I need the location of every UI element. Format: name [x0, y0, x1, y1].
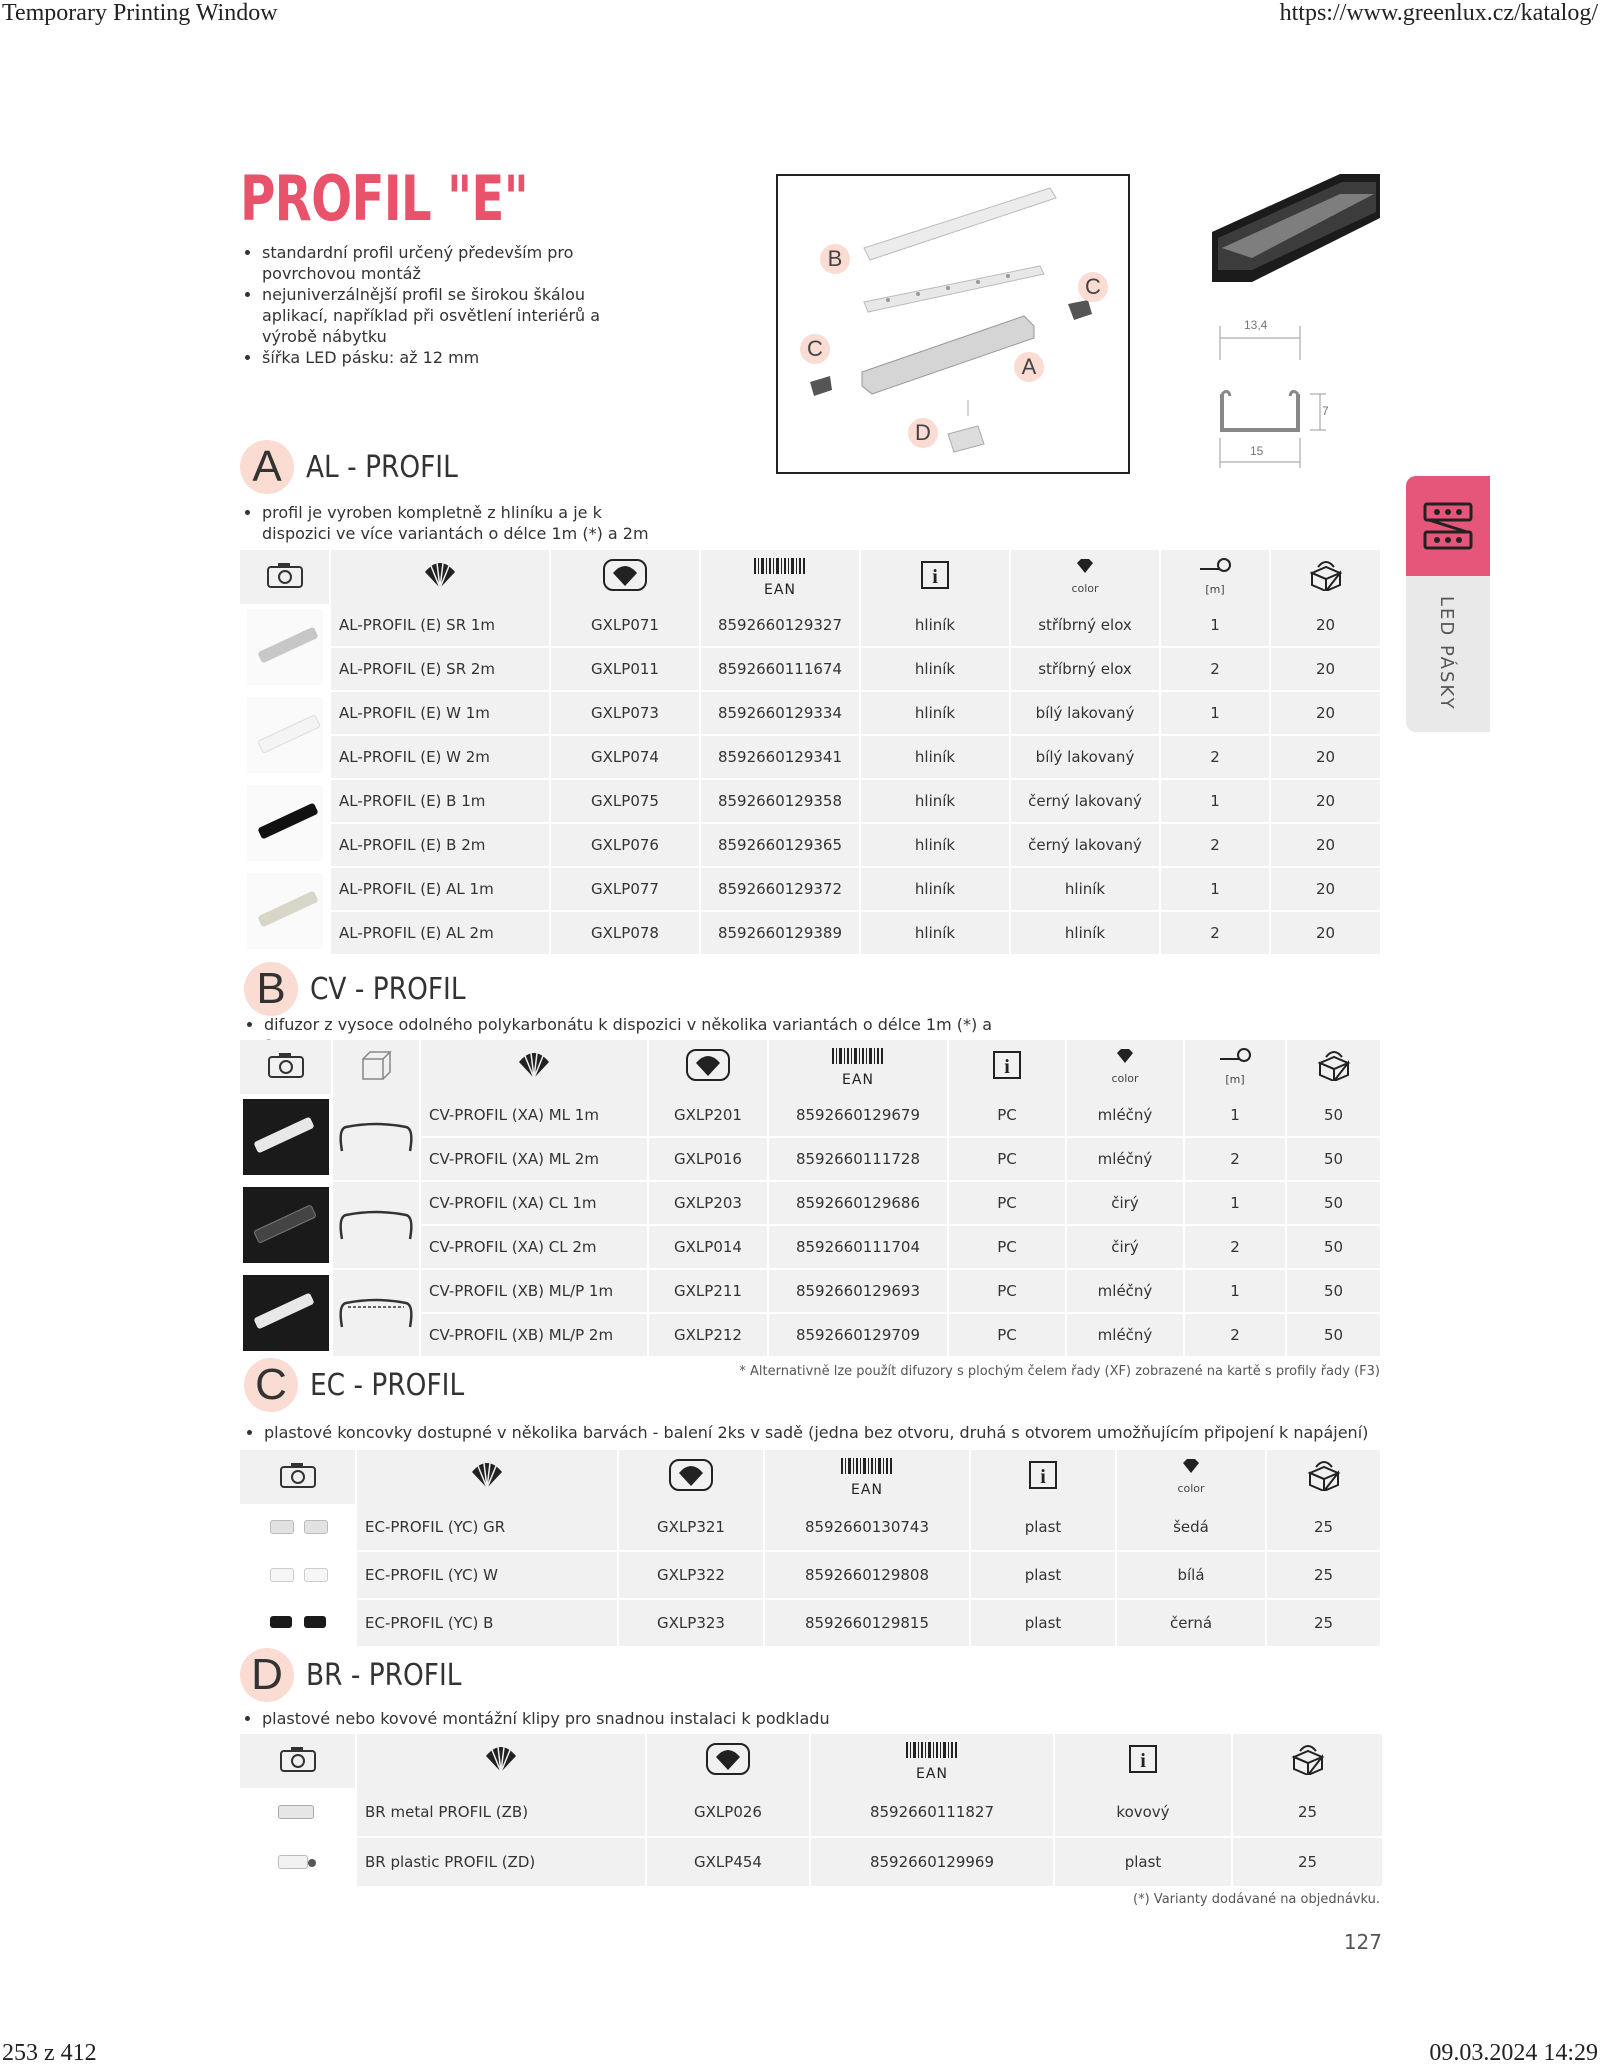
ean-label: EAN: [916, 1766, 948, 1782]
product-name: AL-PROFIL (E) AL 1m: [330, 867, 550, 911]
name-header: [356, 1450, 618, 1504]
product-qty: 50: [1286, 1225, 1380, 1269]
section-title: AL - PROFIL: [306, 449, 458, 485]
shell-icon: [484, 1744, 518, 1778]
product-code: GXLP026: [646, 1788, 810, 1837]
product-name: AL-PROFIL (E) B 2m: [330, 823, 550, 867]
product-qty: 25: [1297, 1803, 1318, 1821]
info-icon: [1028, 1460, 1058, 1494]
svg-text:i: i: [932, 566, 938, 588]
product-material: PC: [948, 1181, 1066, 1225]
shell-badge-icon: [668, 1458, 714, 1496]
name-header: [420, 1040, 648, 1094]
product-color: hliník: [1010, 867, 1160, 911]
product-length: 2: [1184, 1225, 1286, 1269]
product-material: plast: [970, 1551, 1116, 1599]
product-length: 1: [1184, 1269, 1286, 1313]
section-a-header: [240, 440, 479, 494]
product-color: šedá: [1116, 1504, 1266, 1551]
photo-header: [240, 1734, 356, 1788]
section-b-header: [244, 962, 487, 1016]
product-photo: [240, 867, 330, 954]
material-header: [970, 1450, 1116, 1504]
ean-label: EAN: [851, 1482, 883, 1498]
window-title: Temporary Printing Window: [2, 0, 278, 26]
color-header: [1010, 550, 1160, 604]
product-qty: 20: [1270, 911, 1380, 954]
diagram-label-c: C: [800, 334, 830, 364]
product-name: CV-PROFIL (XB) ML/P 1m: [420, 1269, 648, 1313]
box-icon: [1316, 1049, 1352, 1085]
product-ean: 8592660129808: [764, 1551, 970, 1599]
code-header: [648, 1040, 768, 1094]
diamond-icon: [1181, 1458, 1201, 1478]
product-ean: 8592660111827: [810, 1788, 1054, 1837]
length-header: [1160, 550, 1270, 604]
side-tab-led-pasky[interactable]: [1406, 476, 1490, 732]
table-row: [240, 867, 1380, 911]
product-code: GXLP212: [648, 1313, 768, 1356]
product-code: GXLP201: [648, 1094, 768, 1137]
product-code: GXLP071: [550, 604, 700, 647]
led-strip-icon: [1406, 476, 1490, 576]
table-row: [240, 911, 1380, 954]
product-color: černá: [1116, 1599, 1266, 1646]
product-ean: 8592660111704: [768, 1225, 948, 1269]
section-a-description: [240, 502, 660, 544]
shell-badge-icon: [602, 558, 648, 596]
intro-item: • nejuniverzálnější profil se širokou škálou aplikací, například při osvětlení interiérů a výrobě nábytku: [262, 284, 640, 347]
product-code: GXLP076: [550, 823, 700, 867]
product-color: mléčný: [1066, 1313, 1184, 1356]
table-row: [240, 647, 1380, 691]
ean-header: [764, 1450, 970, 1504]
section-desc: • plastové koncovky dostupné v několika barvách - balení 2ks v sadě (jedna bez otvoru, druhá s otvorem umožňujícím připojení k napájení): [264, 1422, 1382, 1443]
intro-item: • standardní profil určený především pro povrchovou montáž: [262, 242, 640, 284]
page-number: 127: [1343, 1930, 1382, 1954]
product-qty: 20: [1270, 867, 1380, 911]
product-ean: 8592660129709: [768, 1313, 948, 1356]
side-tab-label: LED PÁSKY: [1436, 596, 1457, 711]
dim-width-bottom: 15: [1250, 444, 1264, 458]
table-ec-profil: [240, 1450, 1380, 1646]
product-photo: [240, 604, 330, 691]
section-title: EC - PROFIL: [310, 1367, 465, 1403]
length-icon: [1198, 557, 1232, 579]
color-label: color: [1177, 1482, 1205, 1495]
table-row: [240, 1599, 1380, 1646]
product-material: plast: [970, 1599, 1116, 1646]
product-qty: 20: [1270, 823, 1380, 867]
product-photo: [240, 1269, 332, 1356]
product-photo: [240, 1788, 356, 1837]
color-label: color: [1071, 582, 1099, 595]
product-name: EC-PROFIL (YC) W: [356, 1551, 618, 1599]
ean-header: [768, 1040, 948, 1094]
page-title: PROFIL "E": [240, 162, 529, 235]
info-icon: [992, 1050, 1022, 1084]
table-row: [240, 1837, 1382, 1886]
product-name: CV-PROFIL (XA) CL 1m: [420, 1181, 648, 1225]
qty-header: [1286, 1040, 1380, 1094]
qty-header: [1266, 1450, 1380, 1504]
product-code: GXLP211: [648, 1269, 768, 1313]
product-color: čirý: [1066, 1225, 1184, 1269]
product-ean: 8592660129389: [700, 911, 860, 954]
intro-list: [240, 242, 640, 368]
product-length: 2: [1160, 911, 1270, 954]
shell-icon: [423, 560, 457, 594]
product-ean: 8592660130743: [764, 1504, 970, 1551]
section-title: BR - PROFIL: [306, 1657, 462, 1693]
table-row: [240, 1788, 1382, 1837]
product-qty: 20: [1270, 735, 1380, 779]
product-ean: 8592660129334: [700, 691, 860, 735]
qty-header: [1270, 550, 1380, 604]
ean-label: EAN: [842, 1072, 874, 1088]
product-material: kovový: [1054, 1788, 1232, 1837]
section-b-footnote: * Alternativně lze použít difuzory s plochým čelem řady (XF) zobrazené na kartě s profily řady (F3): [739, 1364, 1380, 1379]
dim-width-top: 13,4: [1244, 318, 1268, 332]
page-counter: 253 z 412: [2, 2040, 97, 2066]
unit-label: [m]: [1225, 1073, 1245, 1086]
product-name: AL-PROFIL (E) B 1m: [330, 779, 550, 823]
table-row: [240, 779, 1380, 823]
diamond-icon: [1075, 558, 1095, 578]
product-name: EC-PROFIL (YC) GR: [356, 1504, 618, 1551]
barcode-icon: [752, 556, 808, 580]
product-length: 2: [1184, 1313, 1286, 1356]
product-qty: 20: [1270, 647, 1380, 691]
product-image-drawing: [1212, 174, 1380, 304]
camera-icon: [279, 1745, 317, 1777]
product-qty: 20: [1270, 691, 1380, 735]
product-length: 2: [1160, 735, 1270, 779]
diamond-icon: [1115, 1048, 1135, 1068]
product-photo: [240, 1181, 332, 1269]
product-color: stříbrný elox: [1010, 604, 1160, 647]
section-title: CV - PROFIL: [310, 971, 466, 1007]
product-length: 1: [1160, 691, 1270, 735]
table-cv-profil: [240, 1040, 1380, 1356]
product-material: PC: [948, 1313, 1066, 1356]
product-color: černý lakovaný: [1010, 779, 1160, 823]
product-code: GXLP016: [648, 1137, 768, 1181]
section-d-header: [240, 1648, 483, 1702]
product-length: 1: [1160, 867, 1270, 911]
barcode-icon: [830, 1046, 886, 1070]
product-material: plast: [970, 1504, 1116, 1551]
product-material: PC: [948, 1225, 1066, 1269]
product-code: GXLP077: [550, 867, 700, 911]
photo-header: [240, 1040, 332, 1094]
product-length: 1: [1160, 779, 1270, 823]
product-qty: 25: [1232, 1837, 1382, 1886]
product-qty: 50: [1286, 1313, 1380, 1356]
section-desc: • plastové nebo kovové montážní klipy pro snadnou instalaci k podkladu: [262, 1708, 1140, 1729]
product-code: GXLP075: [550, 779, 700, 823]
product-color: bílá: [1116, 1551, 1266, 1599]
box-icon: [1290, 1743, 1326, 1779]
product-code: GXLP323: [618, 1599, 764, 1646]
product-material: hliník: [860, 911, 1010, 954]
product-material: hliník: [860, 691, 1010, 735]
product-ean: 8592660129341: [700, 735, 860, 779]
product-name: CV-PROFIL (XA) CL 2m: [420, 1225, 648, 1269]
table-br-profil: [240, 1734, 1382, 1886]
product-material: hliník: [860, 647, 1010, 691]
product-name: AL-PROFIL (E) SR 2m: [330, 647, 550, 691]
name-header: [330, 550, 550, 604]
product-name: AL-PROFIL (E) AL 2m: [330, 911, 550, 954]
product-ean: 8592660111728: [768, 1137, 948, 1181]
product-qty: 25: [1266, 1551, 1380, 1599]
product-length: 2: [1160, 647, 1270, 691]
product-code: GXLP321: [618, 1504, 764, 1551]
length-header: [1184, 1040, 1286, 1094]
barcode-icon: [839, 1456, 895, 1480]
product-color: hliník: [1010, 911, 1160, 954]
dim-height: 7: [1322, 404, 1329, 418]
product-material: hliník: [860, 604, 1010, 647]
product-color: mléčný: [1066, 1269, 1184, 1313]
svg-text:i: i: [1040, 1466, 1046, 1488]
product-material: PC: [948, 1269, 1066, 1313]
product-code: GXLP011: [550, 647, 700, 691]
info-icon: [920, 560, 950, 594]
product-image: [1212, 174, 1380, 304]
camera-icon: [279, 1461, 317, 1493]
section-c-description: [242, 1422, 1382, 1443]
product-name: AL-PROFIL (E) W 1m: [330, 691, 550, 735]
product-color: mléčný: [1066, 1094, 1184, 1137]
diagram-label-c: C: [1078, 272, 1108, 302]
table-row: [240, 604, 1380, 647]
product-photo: [240, 1599, 356, 1646]
barcode-icon: [904, 1740, 960, 1764]
product-qty: 20: [1315, 616, 1336, 634]
diagram-label-a: A: [1014, 352, 1044, 382]
section-letter: B: [244, 962, 298, 1016]
table-header-row: [240, 1450, 1380, 1504]
cross-section-drawing: [1214, 316, 1374, 476]
led-strip-icon-graphic: [1423, 500, 1473, 552]
product-material: PC: [948, 1137, 1066, 1181]
table-header-row: [240, 550, 1380, 604]
section-letter: D: [240, 1648, 294, 1702]
product-code: GXLP078: [550, 911, 700, 954]
product-material: PC: [948, 1094, 1066, 1137]
table-row: [240, 1551, 1380, 1599]
product-qty: 50: [1286, 1269, 1380, 1313]
name-header: [356, 1734, 646, 1788]
section-header: [332, 1040, 420, 1094]
product-ean: 8592660111674: [700, 647, 860, 691]
product-color: čirý: [1066, 1181, 1184, 1225]
ean-header: [700, 550, 860, 604]
exploded-diagram-drawing: [778, 176, 1128, 472]
product-color: černý lakovaný: [1010, 823, 1160, 867]
exploded-diagram: [776, 174, 1130, 474]
code-header: [618, 1450, 764, 1504]
product-name: CV-PROFIL (XB) ML/P 2m: [420, 1313, 648, 1356]
svg-text:i: i: [1004, 1056, 1010, 1078]
product-material: hliník: [860, 823, 1010, 867]
product-qty: 50: [1323, 1106, 1344, 1124]
shell-badge-icon: [705, 1742, 751, 1780]
product-material: plast: [1054, 1837, 1232, 1886]
profile-section-icon: [360, 1049, 392, 1085]
product-photo: [240, 1551, 356, 1599]
bottom-note: (*) Varianty dodávané na objednávku.: [1133, 1892, 1380, 1907]
product-color: bílý lakovaný: [1010, 691, 1160, 735]
diagram-label-b: B: [820, 244, 850, 274]
section-letter: A: [240, 440, 294, 494]
table-row: [240, 691, 1380, 735]
section-c-header: [244, 1358, 485, 1412]
photo-header: [240, 550, 330, 604]
material-header: [948, 1040, 1066, 1094]
product-qty: 25: [1313, 1518, 1334, 1536]
product-length: 1: [1184, 1094, 1286, 1137]
table-row: [240, 1094, 1380, 1137]
code-header: [646, 1734, 810, 1788]
product-length: 2: [1184, 1137, 1286, 1181]
product-length: 1: [1184, 1181, 1286, 1225]
product-color: bílý lakovaný: [1010, 735, 1160, 779]
shell-badge-icon: [685, 1048, 731, 1086]
table-row: [240, 1504, 1380, 1551]
info-icon: [1128, 1744, 1158, 1778]
product-qty: 20: [1270, 779, 1380, 823]
table-row: [240, 1269, 1380, 1313]
box-icon: [1308, 559, 1344, 595]
ean-header: [810, 1734, 1054, 1788]
product-code: GXLP203: [648, 1181, 768, 1225]
table-al-profil: [240, 550, 1380, 954]
product-code: GXLP322: [618, 1551, 764, 1599]
product-photo: [240, 779, 330, 867]
product-code: GXLP014: [648, 1225, 768, 1269]
product-ean: 8592660129365: [700, 823, 860, 867]
section-d-description: [240, 1708, 1140, 1729]
product-code: GXLP073: [550, 691, 700, 735]
product-ean: 8592660129693: [768, 1269, 948, 1313]
product-length: 2: [1160, 823, 1270, 867]
product-length: 1: [1160, 604, 1270, 647]
product-color: stříbrný elox: [1010, 647, 1160, 691]
color-header: [1066, 1040, 1184, 1094]
table-header-row: [240, 1040, 1380, 1094]
diagram-label-d: D: [908, 418, 938, 448]
product-code: GXLP074: [550, 735, 700, 779]
table-row: [240, 1181, 1380, 1225]
product-qty: 50: [1286, 1137, 1380, 1181]
product-name: BR plastic PROFIL (ZD): [356, 1837, 646, 1886]
page-url[interactable]: https://www.greenlux.cz/katalog/: [1279, 0, 1598, 26]
shell-icon: [517, 1050, 551, 1084]
svg-text:i: i: [1140, 1750, 1146, 1772]
product-name: BR metal PROFIL (ZB): [356, 1788, 646, 1837]
product-material: hliník: [860, 779, 1010, 823]
product-name: CV-PROFIL (XA) ML 1m: [420, 1094, 648, 1137]
product-qty: 50: [1286, 1181, 1380, 1225]
code-header: [550, 550, 700, 604]
unit-label: [m]: [1205, 583, 1225, 596]
product-ean: 8592660129372: [700, 867, 860, 911]
material-header: [860, 550, 1010, 604]
intro-item: • šířka LED pásku: až 12 mm: [262, 347, 640, 368]
product-code: GXLP454: [646, 1837, 810, 1886]
product-material: hliník: [860, 867, 1010, 911]
shell-icon: [470, 1460, 504, 1494]
ean-label: EAN: [764, 582, 796, 598]
camera-icon: [267, 1051, 305, 1083]
product-name: CV-PROFIL (XA) ML 2m: [420, 1137, 648, 1181]
product-ean: 8592660129815: [764, 1599, 970, 1646]
section-letter: C: [244, 1358, 298, 1412]
cross-section-drawing-graphic: [1214, 316, 1374, 476]
product-ean: 8592660129327: [700, 604, 860, 647]
product-ean: 8592660129969: [810, 1837, 1054, 1886]
table-row: [240, 823, 1380, 867]
diffuser-section-drawing: [332, 1181, 420, 1269]
diffuser-section-drawing: [332, 1094, 420, 1181]
length-icon: [1218, 1047, 1252, 1069]
camera-icon: [266, 561, 304, 593]
product-name: EC-PROFIL (YC) B: [356, 1599, 618, 1646]
product-ean: 8592660129358: [700, 779, 860, 823]
color-header: [1116, 1450, 1266, 1504]
product-ean: 8592660129686: [768, 1181, 948, 1225]
section-desc: • difuzor z vysoce odolného polykarbonátu k dispozici v několika variantách o délce 1m (*) a: [264, 1014, 1002, 1056]
color-label: color: [1111, 1072, 1139, 1085]
product-name: AL-PROFIL (E) W 2m: [330, 735, 550, 779]
product-qty: 25: [1266, 1599, 1380, 1646]
print-timestamp: 09.03.2024 14:29: [1429, 2040, 1598, 2066]
diffuser-section-drawing: [332, 1269, 420, 1356]
product-photo: [240, 1837, 356, 1886]
photo-header: [240, 1450, 356, 1504]
section-desc: • profil je vyroben kompletně z hliníku a je k dispozici ve více variantách o délce 1m (*) a 2m: [262, 502, 660, 544]
table-row: [240, 735, 1380, 779]
box-icon: [1306, 1459, 1342, 1495]
product-photo: [240, 1504, 356, 1551]
product-ean: 8592660129679: [768, 1094, 948, 1137]
product-material: hliník: [860, 735, 1010, 779]
product-name: AL-PROFIL (E) SR 1m: [330, 604, 550, 647]
product-color: mléčný: [1066, 1137, 1184, 1181]
material-header: [1054, 1734, 1232, 1788]
table-header-row: [240, 1734, 1382, 1788]
product-photo: [240, 691, 330, 779]
product-photo: [240, 1094, 332, 1181]
qty-header: [1232, 1734, 1382, 1788]
